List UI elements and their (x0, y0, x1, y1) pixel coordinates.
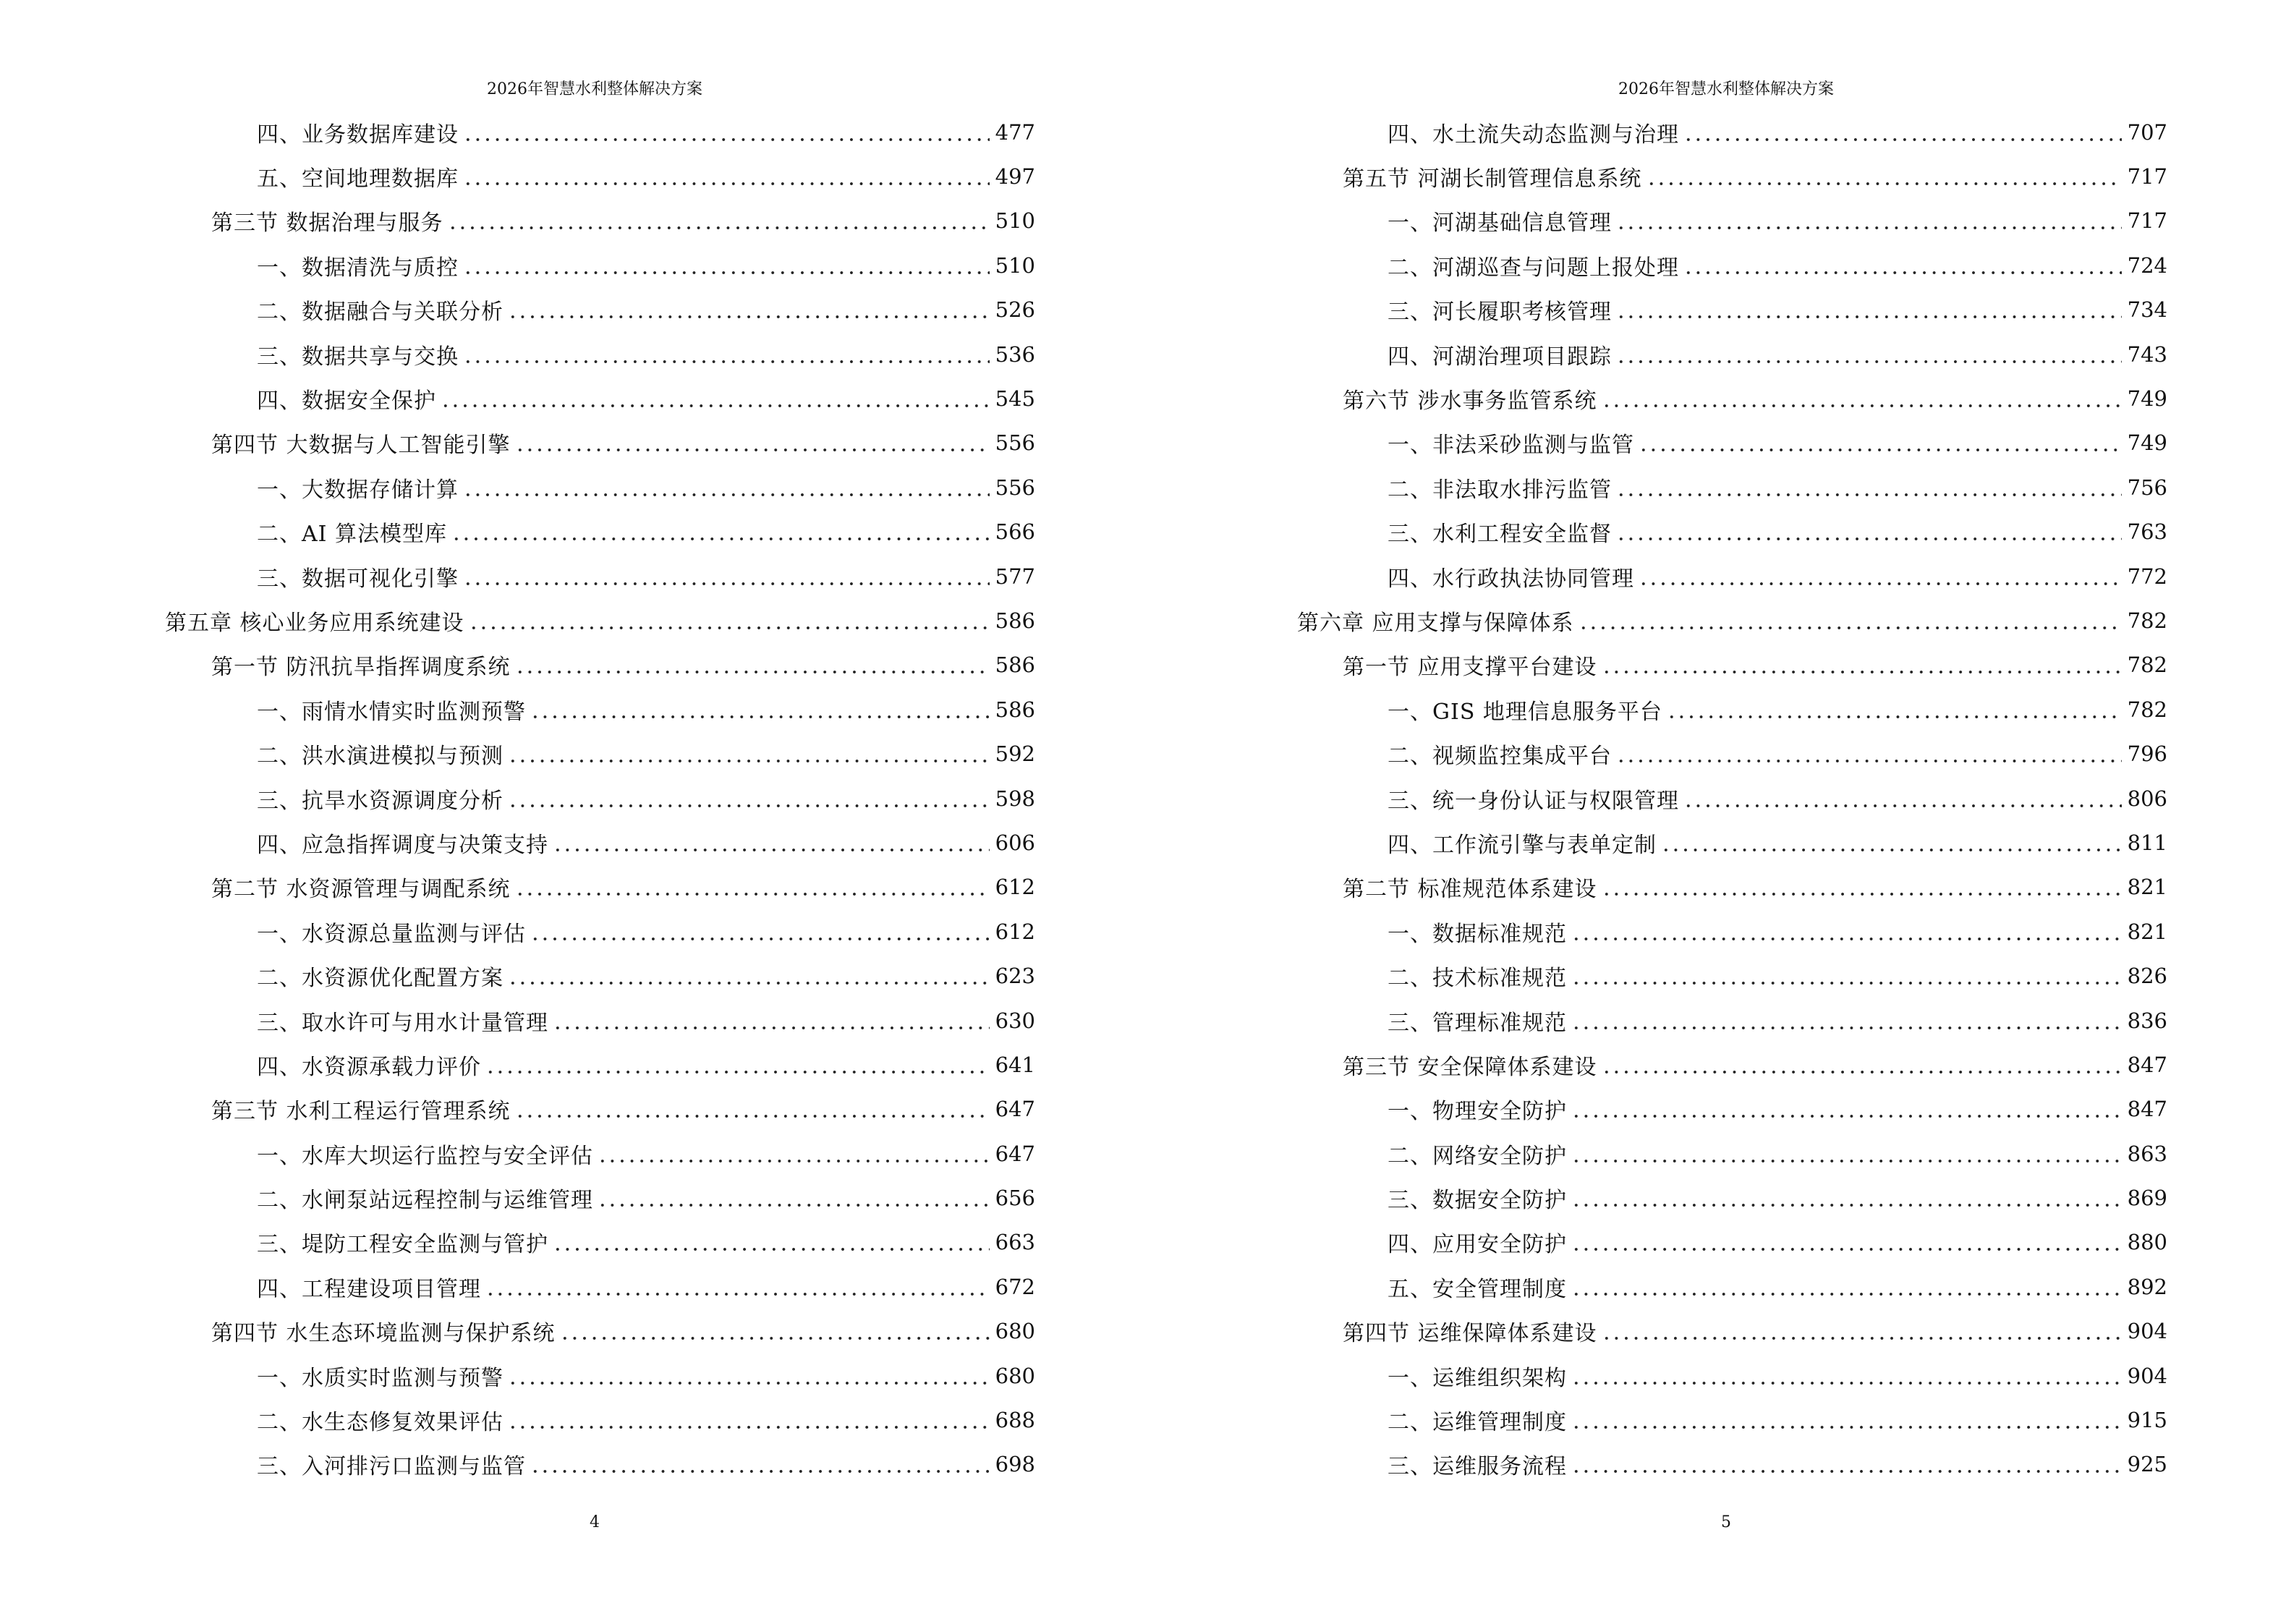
toc-entry-page: 925 (2127, 1452, 2167, 1477)
dot-leader (508, 965, 990, 987)
dot-leader (1616, 210, 2122, 231)
toc-entry-page: 612 (995, 919, 1035, 944)
toc-entry-page: 663 (995, 1230, 1035, 1255)
dot-leader (1602, 1054, 2122, 1076)
toc-entry-page: 598 (995, 786, 1035, 811)
page-header: 2026年智慧水利整体解决方案 (487, 80, 702, 98)
dot-leader (598, 1143, 990, 1165)
toc-entry-page: 556 (995, 430, 1035, 456)
dot-leader (1639, 566, 2122, 587)
toc-entry-page: 623 (995, 964, 1035, 989)
toc-subsection-entry[interactable] (0, 243, 1035, 287)
dot-leader (553, 1010, 990, 1032)
dot-leader (1661, 832, 2122, 854)
toc-subsection-entry[interactable] (0, 998, 1035, 1042)
toc-entry-page: 592 (995, 741, 1035, 767)
toc-subsection-entry[interactable] (1143, 820, 2167, 864)
toc-entry-page: 717 (2127, 208, 2167, 234)
toc-entry-page: 821 (2127, 919, 2167, 944)
toc-subsection-entry[interactable] (0, 376, 1035, 420)
toc-entry-title: 三、取水许可与用水计量管理 (257, 1010, 548, 1036)
toc-entry-page: 630 (995, 1008, 1035, 1033)
toc-entry-page: 892 (2127, 1274, 2167, 1299)
toc-entry-title: 三、水利工程安全监督 (1388, 522, 1612, 548)
toc-entry-page: 724 (2127, 252, 2167, 278)
dot-leader (508, 1409, 990, 1431)
toc-chapter-entry[interactable] (1143, 598, 2167, 642)
dot-leader (1571, 1231, 2122, 1253)
toc-section-entry[interactable] (1143, 154, 2167, 198)
dot-leader (1571, 1010, 2122, 1032)
toc-subsection-entry[interactable] (0, 110, 1035, 154)
toc-entry-title: 一、运维组织架构 (1388, 1365, 1567, 1391)
toc-entry-title: 四、水土流失动态监测与治理 (1388, 122, 1679, 148)
toc-entry-page: 782 (2127, 608, 2167, 633)
toc-subsection-entry[interactable] (0, 510, 1035, 554)
toc-subsection-entry[interactable] (0, 554, 1035, 598)
toc-subsection-entry[interactable] (1143, 1353, 2167, 1398)
toc-page-right (1143, 0, 2286, 1624)
toc-entry-page: 821 (2127, 875, 2167, 900)
toc-entry-title: 五、安全管理制度 (1388, 1276, 1567, 1302)
dot-leader (1571, 921, 2122, 943)
dot-leader (1616, 344, 2122, 365)
toc-entry-title: 第四节 运维保障体系建设 (1343, 1321, 1597, 1347)
toc-subsection-entry[interactable] (1143, 110, 2167, 154)
toc-entry-title: 四、数据安全保护 (257, 388, 436, 414)
dot-leader (1602, 388, 2122, 409)
toc-entry-page: 811 (2127, 830, 2167, 855)
toc-entry-page: 847 (2127, 1097, 2167, 1122)
toc-entry-title: 二、AI 算法模型库 (257, 522, 448, 548)
toc-entry-title: 第二节 标准规范体系建设 (1343, 877, 1597, 903)
toc-entry-title: 第五节 河湖长制管理信息系统 (1343, 166, 1642, 192)
toc-subsection-entry[interactable] (1143, 199, 2167, 243)
toc-section-entry[interactable] (1143, 643, 2167, 687)
toc-subsection-entry[interactable] (1143, 1176, 2167, 1220)
toc-subsection-entry[interactable] (1143, 421, 2167, 465)
dot-leader (560, 1320, 990, 1342)
toc-entry-title: 二、水生态修复效果评估 (257, 1410, 503, 1436)
dot-leader (451, 521, 990, 543)
dot-leader (1571, 1143, 2122, 1165)
toc-subsection-entry[interactable] (1143, 1087, 2167, 1131)
toc-subsection-entry[interactable] (1143, 998, 2167, 1042)
toc-subsection-entry[interactable] (0, 1176, 1035, 1220)
toc-entry-page: 566 (995, 519, 1035, 545)
toc-entry-title: 三、数据可视化引擎 (257, 566, 459, 592)
page-number: 4 (590, 1513, 600, 1531)
toc-entry-title: 三、堤防工程安全监测与管护 (257, 1232, 548, 1258)
dot-leader (463, 477, 990, 498)
toc-subsection-entry[interactable] (0, 776, 1035, 820)
toc-list (0, 110, 1035, 1487)
dot-leader (1571, 1187, 2122, 1209)
toc-entry-title: 第六节 涉水事务监管系统 (1343, 388, 1597, 414)
toc-entry-page: 672 (995, 1274, 1035, 1299)
toc-subsection-entry[interactable] (1143, 776, 2167, 820)
toc-entry-page: 586 (995, 652, 1035, 678)
dot-leader (530, 699, 990, 720)
toc-entry-page: 880 (2127, 1230, 2167, 1255)
toc-entry-title: 一、大数据存储计算 (257, 477, 459, 503)
dot-leader (469, 610, 990, 632)
toc-entry-page: 586 (995, 608, 1035, 633)
toc-entry-page: 647 (995, 1141, 1035, 1166)
toc-entry-title: 一、水库大坝运行监控与安全评估 (257, 1143, 593, 1169)
toc-entry-page: 647 (995, 1097, 1035, 1122)
toc-entry-title: 二、数据融合与关联分析 (257, 299, 503, 326)
toc-entry-title: 三、数据安全防护 (1388, 1188, 1567, 1214)
dot-leader (508, 1365, 990, 1387)
toc-entry-page: 734 (2127, 297, 2167, 323)
toc-section-entry[interactable] (0, 199, 1035, 243)
toc-entry-page: 847 (2127, 1052, 2167, 1077)
toc-entry-page: 869 (2127, 1186, 2167, 1211)
dot-leader (1683, 122, 2122, 143)
dot-leader (463, 122, 990, 143)
toc-entry-page: 756 (2127, 475, 2167, 500)
toc-entry-title: 三、统一身份认证与权限管理 (1388, 788, 1679, 814)
dot-leader (463, 566, 990, 587)
toc-entry-page: 641 (995, 1052, 1035, 1077)
toc-subsection-entry[interactable] (0, 1042, 1035, 1087)
toc-subsection-entry[interactable] (0, 465, 1035, 509)
toc-section-entry[interactable] (0, 1087, 1035, 1131)
page-header: 2026年智慧水利整体解决方案 (1618, 80, 1834, 98)
toc-section-entry[interactable] (0, 1309, 1035, 1353)
toc-entry-title: 第三节 数据治理与服务 (211, 211, 443, 237)
toc-subsection-entry[interactable] (1143, 1398, 2167, 1442)
toc-entry-page: 536 (995, 341, 1035, 367)
toc-subsection-entry[interactable] (0, 1131, 1035, 1176)
toc-entry-title: 第一节 防汛抗旱指挥调度系统 (211, 655, 511, 681)
toc-subsection-entry[interactable] (0, 288, 1035, 332)
toc-subsection-entry[interactable] (0, 820, 1035, 864)
dot-leader (515, 876, 990, 898)
toc-section-entry[interactable] (1143, 865, 2167, 909)
toc-entry-title: 第六章 应用支撑与保障体系 (1297, 610, 1574, 636)
dot-leader (508, 299, 990, 320)
toc-entry-page: 749 (2127, 430, 2167, 456)
toc-subsection-entry[interactable] (0, 332, 1035, 376)
dot-leader (1571, 1453, 2122, 1475)
toc-entry-title: 四、工程建设项目管理 (257, 1276, 481, 1302)
toc-entry-page: 904 (2127, 1363, 2167, 1388)
toc-subsection-entry[interactable] (1143, 1131, 2167, 1176)
toc-subsection-entry[interactable] (1143, 1220, 2167, 1264)
toc-subsection-entry[interactable] (0, 1264, 1035, 1309)
dot-leader (1667, 699, 2122, 720)
toc-entry-page: 577 (995, 564, 1035, 589)
toc-section-entry[interactable] (1143, 1042, 2167, 1087)
dot-leader (1571, 1409, 2122, 1431)
toc-entry-title: 四、水行政执法协同管理 (1388, 566, 1634, 592)
toc-subsection-entry[interactable] (0, 953, 1035, 998)
dot-leader (1616, 743, 2122, 765)
toc-entry-page: 782 (2127, 697, 2167, 722)
toc-entry-title: 第一节 应用支撑平台建设 (1343, 655, 1597, 681)
toc-entry-page: 680 (995, 1363, 1035, 1388)
toc-subsection-entry[interactable] (1143, 731, 2167, 775)
toc-subsection-entry[interactable] (1143, 288, 2167, 332)
toc-entry-title: 二、技术标准规范 (1388, 966, 1567, 992)
toc-entry-page: 510 (995, 208, 1035, 234)
toc-entry-page: 526 (995, 297, 1035, 323)
toc-entry-page: 556 (995, 475, 1035, 500)
page-number: 5 (1721, 1513, 1731, 1531)
dot-leader (448, 210, 990, 231)
toc-subsection-entry[interactable] (0, 1353, 1035, 1398)
dot-leader (1571, 1365, 2122, 1387)
toc-subsection-entry[interactable] (1143, 510, 2167, 554)
toc-entry-title: 一、非法采砂监测与监管 (1388, 433, 1634, 459)
toc-section-entry[interactable] (1143, 376, 2167, 420)
dot-leader (1616, 299, 2122, 320)
toc-subsection-entry[interactable] (0, 1442, 1035, 1487)
toc-entry-title: 二、视频监控集成平台 (1388, 744, 1612, 770)
dot-leader (508, 743, 990, 765)
toc-subsection-entry[interactable] (1143, 332, 2167, 376)
dot-leader (1616, 521, 2122, 543)
toc-entry-title: 一、物理安全防护 (1388, 1099, 1567, 1125)
toc-entry-page: 510 (995, 252, 1035, 278)
toc-subsection-entry[interactable] (0, 909, 1035, 953)
dot-leader (1683, 788, 2122, 809)
toc-entry-title: 第四节 大数据与人工智能引擎 (211, 433, 511, 459)
toc-entry-page: 826 (2127, 964, 2167, 989)
toc-entry-page: 707 (2127, 119, 2167, 145)
toc-entry-title: 三、入河排污口监测与监管 (257, 1454, 526, 1480)
dot-leader (1616, 477, 2122, 498)
toc-subsection-entry[interactable] (1143, 243, 2167, 287)
toc-entry-title: 二、非法取水排污监管 (1388, 477, 1612, 503)
dot-leader (1683, 255, 2122, 276)
toc-subsection-entry[interactable] (0, 1398, 1035, 1442)
toc-chapter-entry[interactable] (0, 598, 1035, 642)
dot-leader (515, 432, 990, 454)
toc-entry-title: 四、应急指挥调度与决策支持 (257, 832, 548, 858)
toc-entry-title: 四、应用安全防护 (1388, 1232, 1567, 1258)
toc-entry-title: 第三节 水利工程运行管理系统 (211, 1099, 511, 1125)
toc-entry-title: 三、数据共享与交换 (257, 344, 459, 370)
dot-leader (1646, 166, 2122, 187)
toc-entry-title: 一、数据清洗与质控 (257, 255, 459, 281)
toc-entry-page: 545 (995, 386, 1035, 412)
toc-subsection-entry[interactable] (0, 154, 1035, 198)
toc-subsection-entry[interactable] (1143, 687, 2167, 731)
toc-entry-title: 第二节 水资源管理与调配系统 (211, 877, 511, 903)
toc-entry-title: 第四节 水生态环境监测与保护系统 (211, 1321, 556, 1347)
dot-leader (1571, 1098, 2122, 1120)
toc-entry-title: 一、数据标准规范 (1388, 921, 1567, 947)
toc-entry-title: 一、水质实时监测与预警 (257, 1365, 503, 1391)
toc-entry-page: 915 (2127, 1408, 2167, 1433)
toc-entry-title: 四、工作流引擎与表单定制 (1388, 832, 1657, 858)
dot-leader (463, 344, 990, 365)
dot-leader (463, 166, 990, 187)
toc-entry-page: 606 (995, 830, 1035, 855)
dot-leader (1602, 654, 2122, 676)
dot-leader (553, 1231, 990, 1253)
toc-entry-title: 二、运维管理制度 (1388, 1410, 1567, 1436)
toc-entry-page: 698 (995, 1452, 1035, 1477)
toc-entry-page: 612 (995, 875, 1035, 900)
toc-entry-title: 第三节 安全保障体系建设 (1343, 1054, 1597, 1080)
dot-leader (463, 255, 990, 276)
toc-entry-title: 四、水资源承载力评价 (257, 1054, 481, 1080)
toc-entry-page: 763 (2127, 519, 2167, 545)
dot-leader (441, 388, 990, 409)
toc-entry-page: 688 (995, 1408, 1035, 1433)
toc-subsection-entry[interactable] (1143, 953, 2167, 998)
dot-leader (515, 654, 990, 676)
toc-entry-title: 四、河湖治理项目跟踪 (1388, 344, 1612, 370)
dot-leader (1571, 965, 2122, 987)
toc-section-entry[interactable] (0, 865, 1035, 909)
toc-subsection-entry[interactable] (1143, 554, 2167, 598)
dot-leader (598, 1187, 990, 1209)
dot-leader (1602, 876, 2122, 898)
dot-leader (1571, 1276, 2122, 1298)
dot-leader (530, 1453, 990, 1475)
toc-entry-page: 836 (2127, 1008, 2167, 1033)
toc-section-entry[interactable] (0, 421, 1035, 465)
toc-entry-page: 904 (2127, 1319, 2167, 1344)
toc-entry-title: 第五章 核心业务应用系统建设 (165, 610, 464, 636)
toc-entry-title: 三、运维服务流程 (1388, 1454, 1567, 1480)
toc-entry-title: 一、水资源总量监测与评估 (257, 921, 526, 947)
toc-entry-page: 782 (2127, 652, 2167, 678)
dot-leader (553, 832, 990, 854)
dot-leader (530, 921, 990, 943)
toc-entry-title: 二、洪水演进模拟与预测 (257, 744, 503, 770)
toc-entry-title: 五、空间地理数据库 (257, 166, 459, 192)
toc-entry-title: 一、雨情水情实时监测预警 (257, 699, 526, 725)
toc-entry-page: 477 (995, 119, 1035, 145)
dot-leader (515, 1098, 990, 1120)
toc-entry-page: 863 (2127, 1141, 2167, 1166)
toc-entry-title: 三、河长履职考核管理 (1388, 299, 1612, 326)
toc-subsection-entry[interactable] (0, 731, 1035, 775)
toc-subsection-entry[interactable] (0, 687, 1035, 731)
toc-section-entry[interactable] (1143, 1309, 2167, 1353)
toc-entry-page: 717 (2127, 164, 2167, 190)
toc-entry-title: 二、河湖巡查与问题上报处理 (1388, 255, 1679, 281)
toc-section-entry[interactable] (0, 643, 1035, 687)
toc-subsection-entry[interactable] (0, 1220, 1035, 1264)
toc-entry-title: 二、网络安全防护 (1388, 1143, 1567, 1169)
dot-leader (1602, 1320, 2122, 1342)
dot-leader (1578, 610, 2122, 632)
dot-leader (485, 1276, 990, 1298)
toc-subsection-entry[interactable] (1143, 1442, 2167, 1487)
toc-entry-page: 586 (995, 697, 1035, 722)
toc-entry-title: 三、管理标准规范 (1388, 1010, 1567, 1036)
dot-leader (508, 788, 990, 809)
dot-leader (485, 1054, 990, 1076)
toc-subsection-entry[interactable] (1143, 1264, 2167, 1309)
toc-subsection-entry[interactable] (1143, 909, 2167, 953)
toc-entry-page: 656 (995, 1186, 1035, 1211)
toc-entry-title: 一、河湖基础信息管理 (1388, 211, 1612, 237)
toc-list (1143, 110, 2167, 1487)
toc-entry-page: 743 (2127, 341, 2167, 367)
toc-entry-title: 二、水资源优化配置方案 (257, 966, 503, 992)
toc-entry-page: 796 (2127, 741, 2167, 767)
toc-entry-page: 772 (2127, 564, 2167, 589)
toc-entry-title: 三、抗旱水资源调度分析 (257, 788, 503, 814)
toc-entry-page: 497 (995, 164, 1035, 190)
toc-entry-page: 680 (995, 1319, 1035, 1344)
toc-entry-page: 749 (2127, 386, 2167, 412)
toc-entry-title: 一、GIS 地理信息服务平台 (1388, 699, 1662, 725)
toc-entry-title: 二、水闸泵站远程控制与运维管理 (257, 1188, 593, 1214)
dot-leader (1639, 432, 2122, 454)
toc-entry-title: 四、业务数据库建设 (257, 122, 459, 148)
toc-entry-page: 806 (2127, 786, 2167, 811)
toc-subsection-entry[interactable] (1143, 465, 2167, 509)
